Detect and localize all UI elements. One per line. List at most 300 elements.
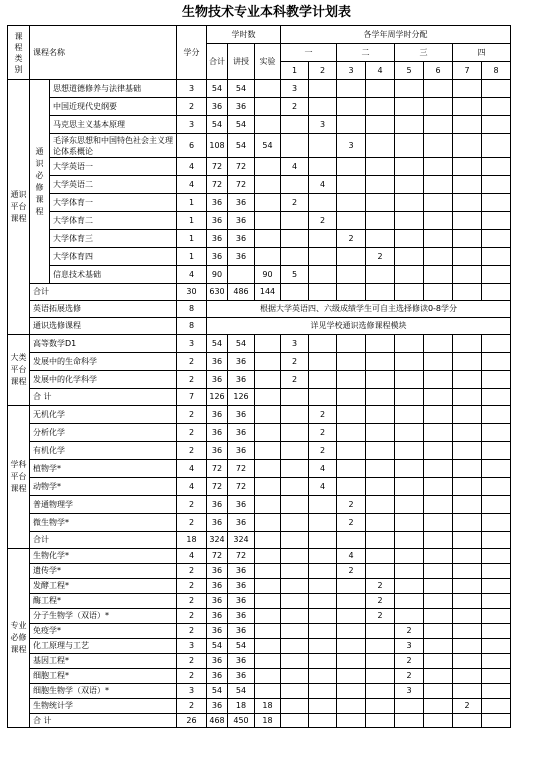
subtotal-label: 合计 [30,284,177,301]
sem-3-cell [337,158,366,176]
sem-7-cell [453,496,482,514]
credit-cell: 2 [177,424,207,442]
sem-4-cell [366,176,395,194]
sem-6-cell [424,442,453,460]
hours-lab-cell [255,496,281,514]
sem-7-cell [453,176,482,194]
sem-6-cell [424,248,453,266]
sem-3-cell [337,609,366,624]
hours-lecture-cell: 36 [228,609,255,624]
hours-total-cell: 90 [207,266,228,284]
sem-4-cell [366,654,395,669]
sem-8-cell [482,579,511,594]
sem-5-cell [395,353,424,371]
sem-2-cell: 4 [309,478,337,496]
elective-note-cell: 根据大学英语四、六级成绩学生可自主选择修读0-8学分 [207,301,511,318]
sem-4-cell [366,669,395,684]
hours-total-cell: 54 [207,335,228,353]
credit-cell: 6 [177,134,207,158]
hours-lecture-cell: 36 [228,669,255,684]
sem-1-cell [281,684,309,699]
hours-total-cell: 36 [207,248,228,266]
hours-total-cell: 36 [207,594,228,609]
sem-6-cell [424,594,453,609]
sem-8-cell [482,460,511,478]
hours-lab-cell [255,514,281,532]
hours-lecture-cell: 36 [228,579,255,594]
sem-6-cell [424,230,453,248]
sem-4-cell [366,194,395,212]
course-name-cell: 基因工程* [30,654,177,669]
hours-lecture-cell: 36 [228,514,255,532]
header-semester-dist: 各学年周学时分配 [281,26,511,44]
sem-4-cell [366,496,395,514]
sem-7-cell [453,669,482,684]
hours-lab-cell: 18 [255,714,281,728]
hours-lecture-cell: 36 [228,654,255,669]
hours-lecture-cell: 36 [228,424,255,442]
sem-1-cell [281,549,309,564]
hours-lecture-cell: 36 [228,194,255,212]
sem-8-cell [482,353,511,371]
sem-4-cell [366,684,395,699]
course-name-cell: 马克思主义基本原理 [50,116,177,134]
sem-6-cell [424,406,453,424]
course-name-cell: 细胞生物学（双语）* [30,684,177,699]
sem-8-cell [482,212,511,230]
sem-1-cell [281,564,309,579]
course-name-cell: 毛泽东思想和中国特色社会主义理论体系概论 [50,134,177,158]
sem-3-cell [337,699,366,714]
course-name-cell: 酶工程* [30,594,177,609]
sem-6-cell [424,684,453,699]
hours-total-cell: 72 [207,176,228,194]
sem-4-cell [366,389,395,406]
sem-3-cell [337,406,366,424]
hours-lab-cell [255,335,281,353]
sem-8-cell [482,406,511,424]
sem-6-cell [424,371,453,389]
sem-3-cell [337,335,366,353]
subtotal-label: 合计 [30,532,177,549]
sem-5-cell: 2 [395,669,424,684]
sem-7-cell [453,549,482,564]
sem-5-cell [395,564,424,579]
sem-7-cell [453,230,482,248]
sem-6-cell [424,176,453,194]
sem-8-cell [482,389,511,406]
sem-4-cell [366,478,395,496]
sem-8-cell [482,442,511,460]
sem-8-cell [482,335,511,353]
hours-lecture-cell: 18 [228,699,255,714]
sem-4-cell [366,98,395,116]
subtotal-label: 合 计 [30,389,177,406]
sem-6-cell [424,116,453,134]
sem-3-cell [337,532,366,549]
credit-cell: 18 [177,532,207,549]
hours-lecture-cell: 36 [228,212,255,230]
hours-lecture-cell: 36 [228,248,255,266]
credit-cell: 7 [177,389,207,406]
sem-6-cell [424,158,453,176]
sem-4-cell [366,230,395,248]
sem-7-cell [453,134,482,158]
sem-2-cell [309,230,337,248]
hours-lab-cell: 18 [255,699,281,714]
sem-4-cell [366,442,395,460]
course-name-cell: 信息技术基础 [50,266,177,284]
hours-lecture-cell: 36 [228,353,255,371]
hours-lab-cell [255,624,281,639]
sem-8-cell [482,284,511,301]
sem-1-cell [281,212,309,230]
course-name-cell: 植物学* [30,460,177,478]
sem-7-cell [453,594,482,609]
sem-4-cell [366,80,395,98]
credit-cell: 2 [177,371,207,389]
course-name-cell: 生物化学* [30,549,177,564]
header-year-4: 四 [453,44,511,62]
credit-cell: 2 [177,353,207,371]
hours-lecture-cell: 54 [228,335,255,353]
sem-5-cell [395,230,424,248]
course-name-cell: 发展中的生命科学 [30,353,177,371]
sem-3-cell [337,353,366,371]
hours-lab-cell [255,248,281,266]
sem-3-cell [337,478,366,496]
header-year-1: 一 [281,44,337,62]
sem-7-cell [453,158,482,176]
hours-lecture-cell: 36 [228,371,255,389]
hours-lab-cell [255,442,281,460]
hours-total-cell: 72 [207,460,228,478]
hours-lecture-cell: 54 [228,134,255,158]
hours-lab-cell [255,80,281,98]
elective-name-cell: 英语拓展选修 [30,301,177,318]
sem-4-cell [366,460,395,478]
sem-5-cell [395,80,424,98]
sem-4-cell [366,699,395,714]
sem-5-cell [395,549,424,564]
hours-lecture-cell: 36 [228,624,255,639]
sem-4-cell [366,549,395,564]
sem-6-cell [424,609,453,624]
course-name-cell: 动物学* [30,478,177,496]
hours-lab-cell [255,609,281,624]
sem-7-cell [453,194,482,212]
sem-1-cell [281,714,309,728]
course-name-cell: 大学体育四 [50,248,177,266]
sem-1-cell [281,424,309,442]
sem-1-cell [281,624,309,639]
hours-lab-cell [255,579,281,594]
sem-6-cell [424,266,453,284]
sem-4-cell: 2 [366,248,395,266]
sem-7-cell [453,424,482,442]
sem-7-cell [453,442,482,460]
sem-3-cell [337,116,366,134]
sem-6-cell [424,424,453,442]
category-section-1: 大类平台课程 [8,335,30,406]
sem-3-cell [337,460,366,478]
sem-8-cell [482,714,511,728]
hours-lecture-cell: 450 [228,714,255,728]
sem-5-cell [395,699,424,714]
sem-7-cell [453,371,482,389]
hours-lab-cell [255,194,281,212]
sem-5-cell [395,406,424,424]
header-category: 课程类别 [8,26,30,80]
course-name-cell: 有机化学 [30,442,177,460]
header-semester-1: 1 [281,62,309,80]
sem-6-cell [424,194,453,212]
course-name-cell: 大学体育二 [50,212,177,230]
sem-4-cell [366,284,395,301]
sem-5-cell [395,460,424,478]
sem-2-cell [309,134,337,158]
course-name-cell: 分析化学 [30,424,177,442]
credit-cell: 2 [177,654,207,669]
sem-1-cell: 2 [281,353,309,371]
sem-7-cell: 2 [453,699,482,714]
sem-4-cell: 2 [366,609,395,624]
hours-lecture-cell: 36 [228,594,255,609]
hours-lab-cell [255,230,281,248]
sem-8-cell [482,248,511,266]
sem-1-cell [281,248,309,266]
sem-5-cell: 3 [395,684,424,699]
teaching-plan-table [7,25,511,728]
hours-total-cell: 54 [207,639,228,654]
sem-4-cell [366,335,395,353]
sem-4-cell [366,424,395,442]
sem-2-cell [309,594,337,609]
hours-lab-cell [255,549,281,564]
sem-7-cell [453,478,482,496]
sem-7-cell [453,80,482,98]
sem-8-cell [482,564,511,579]
sem-3-cell [337,194,366,212]
hours-lab-cell [255,564,281,579]
sem-5-cell [395,714,424,728]
sem-4-cell [366,353,395,371]
sem-2-cell [309,266,337,284]
hours-lab-cell [255,212,281,230]
sem-5-cell [395,194,424,212]
sem-6-cell [424,532,453,549]
hours-lecture-cell: 54 [228,116,255,134]
credit-cell: 8 [177,301,207,318]
credit-cell: 8 [177,318,207,335]
sem-1-cell [281,284,309,301]
credit-cell: 4 [177,266,207,284]
credit-cell: 3 [177,684,207,699]
sem-4-cell [366,158,395,176]
sem-2-cell: 4 [309,176,337,194]
sem-6-cell [424,353,453,371]
sem-7-cell [453,212,482,230]
sem-1-cell: 2 [281,194,309,212]
hours-total-cell: 36 [207,654,228,669]
sem-8-cell [482,549,511,564]
header-semester-7: 7 [453,62,482,80]
sem-6-cell [424,80,453,98]
sem-2-cell [309,98,337,116]
sem-7-cell [453,532,482,549]
hours-lecture-cell: 72 [228,176,255,194]
sem-1-cell [281,134,309,158]
sem-1-cell: 2 [281,371,309,389]
course-name-cell: 大学英语二 [50,176,177,194]
hours-total-cell: 36 [207,624,228,639]
sem-8-cell [482,371,511,389]
hours-total-cell: 72 [207,478,228,496]
header-semester-8: 8 [482,62,511,80]
sem-5-cell [395,212,424,230]
category-general-platform: 通识平台课程 [8,80,30,335]
credit-cell: 2 [177,442,207,460]
sem-4-cell [366,514,395,532]
sem-3-cell: 2 [337,514,366,532]
sem-3-cell [337,579,366,594]
hours-lab-cell [255,424,281,442]
credit-cell: 2 [177,624,207,639]
sem-2-cell [309,714,337,728]
sem-8-cell [482,194,511,212]
sem-5-cell: 2 [395,624,424,639]
sem-5-cell [395,496,424,514]
hours-lab-cell [255,684,281,699]
credit-cell: 2 [177,514,207,532]
sem-2-cell [309,248,337,266]
sem-8-cell [482,654,511,669]
sem-3-cell [337,371,366,389]
sem-2-cell: 2 [309,212,337,230]
sem-5-cell [395,579,424,594]
sem-2-cell [309,80,337,98]
sem-8-cell [482,98,511,116]
sem-8-cell [482,424,511,442]
sem-7-cell [453,654,482,669]
course-name-cell: 免疫学* [30,624,177,639]
course-name-cell: 思想道德修养与法律基础 [50,80,177,98]
hours-lab-cell [255,460,281,478]
hours-total-cell: 72 [207,158,228,176]
hours-total-cell: 630 [207,284,228,301]
credit-cell: 1 [177,212,207,230]
course-name-cell: 分子生物学（双语）* [30,609,177,624]
category-section-2: 学科平台课程 [8,406,30,549]
sem-5-cell [395,532,424,549]
hours-total-cell: 36 [207,442,228,460]
hours-lecture-cell [228,266,255,284]
sem-2-cell: 4 [309,460,337,478]
hours-total-cell: 54 [207,80,228,98]
hours-total-cell: 36 [207,424,228,442]
sem-4-cell [366,714,395,728]
sem-6-cell [424,564,453,579]
hours-lecture-cell: 72 [228,158,255,176]
header-semester-5: 5 [395,62,424,80]
sem-3-cell: 2 [337,496,366,514]
sem-7-cell [453,639,482,654]
sem-3-cell: 2 [337,564,366,579]
sem-7-cell [453,609,482,624]
course-name-cell: 微生物学* [30,514,177,532]
credit-cell: 2 [177,406,207,424]
sem-7-cell [453,514,482,532]
sem-3-cell [337,80,366,98]
subcategory-general-required: 通识必修课程 [30,80,50,284]
course-name-cell: 中国近现代史纲要 [50,98,177,116]
sem-4-cell [366,639,395,654]
hours-lecture-cell: 54 [228,639,255,654]
credit-cell: 26 [177,714,207,728]
course-name-cell: 高等数学D1 [30,335,177,353]
page-title: 生物技术专业本科教学计划表 [181,5,351,20]
sem-4-cell [366,532,395,549]
sem-6-cell [424,654,453,669]
credit-cell: 4 [177,549,207,564]
course-name-cell: 化工原理与工艺 [30,639,177,654]
hours-lab-cell [255,116,281,134]
hours-lecture-cell: 54 [228,80,255,98]
hours-total-cell: 36 [207,353,228,371]
sem-2-cell [309,669,337,684]
course-name-cell: 无机化学 [30,406,177,424]
sem-2-cell [309,624,337,639]
sem-2-cell [309,532,337,549]
hours-total-cell: 36 [207,514,228,532]
sem-8-cell [482,158,511,176]
sem-1-cell [281,389,309,406]
sem-4-cell [366,266,395,284]
sem-7-cell [453,714,482,728]
sem-1-cell [281,406,309,424]
course-name-cell: 细胞工程* [30,669,177,684]
sem-2-cell [309,609,337,624]
sem-5-cell [395,176,424,194]
sem-3-cell: 2 [337,230,366,248]
header-hours-lecture: 讲授 [228,44,255,80]
sem-8-cell [482,80,511,98]
hours-total-cell: 36 [207,371,228,389]
hours-lecture-cell: 72 [228,549,255,564]
sem-3-cell [337,639,366,654]
sem-8-cell [482,609,511,624]
sem-7-cell [453,335,482,353]
hours-lecture-cell: 36 [228,564,255,579]
hours-lab-cell: 144 [255,284,281,301]
sem-1-cell [281,478,309,496]
course-name-cell: 大学体育三 [50,230,177,248]
header-hours-total: 合计 [207,44,228,80]
sem-2-cell [309,564,337,579]
header-semester-4: 4 [366,62,395,80]
header-year-3: 三 [395,44,453,62]
hours-total-cell: 36 [207,98,228,116]
sem-2-cell [309,549,337,564]
sem-5-cell [395,98,424,116]
hours-lecture-cell: 72 [228,478,255,496]
hours-lab-cell [255,353,281,371]
sem-4-cell [366,624,395,639]
sem-4-cell [366,406,395,424]
sem-3-cell [337,424,366,442]
sem-5-cell [395,594,424,609]
hours-lecture-cell: 486 [228,284,255,301]
